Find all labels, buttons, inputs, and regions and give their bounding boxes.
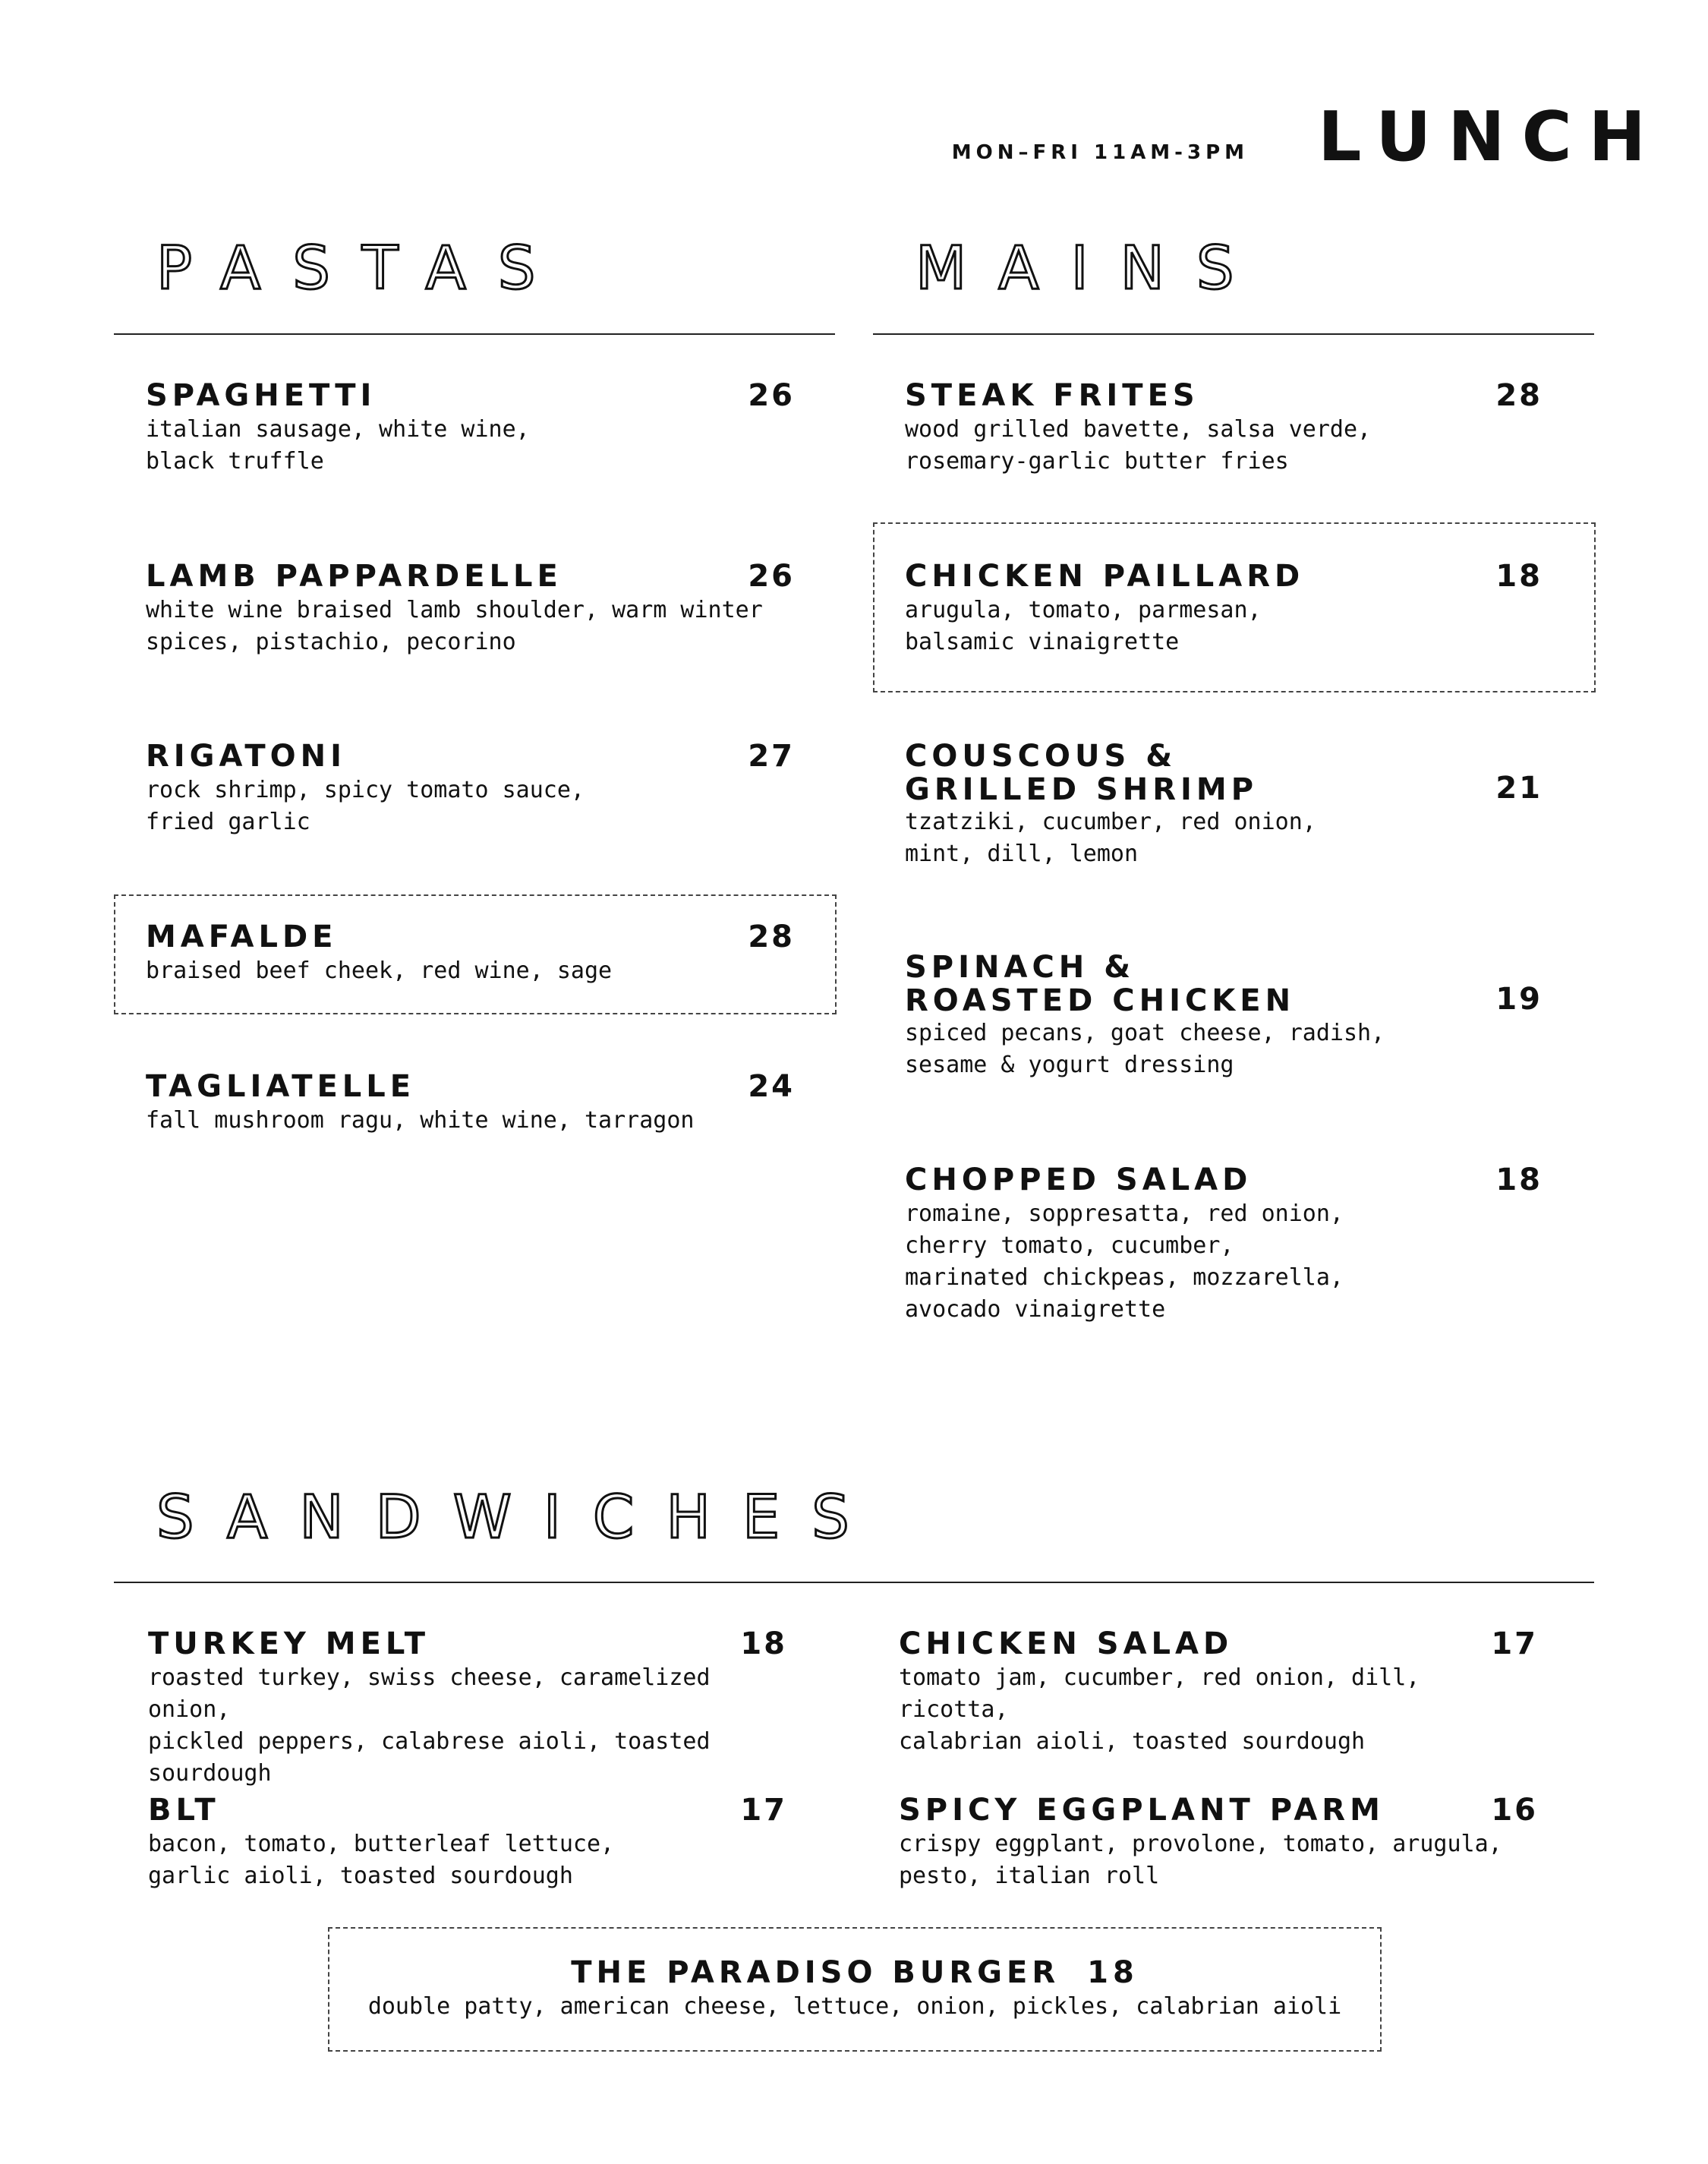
item-description: roasted turkey, swiss cheese, caramelized onion, pickled peppers, calabrese aioli, toasted sourdough: [148, 1664, 711, 1787]
burger-heading: [329, 1956, 1380, 1989]
menu-item-lamb-pappardelle: [146, 560, 795, 658]
mains-heading: MAINS: [915, 235, 1266, 303]
item-price: 18: [1495, 559, 1543, 594]
item-description: romaine, soppresatta, red onion, cherry tomato, cucumber, marinated chickpeas, mozzarella, avocado vinaigrette: [905, 1200, 1344, 1323]
item-price: 18: [1495, 1162, 1543, 1197]
menu-item-tagliatelle: [146, 1070, 795, 1138]
item-name: SPINACH & ROASTED CHICKEN: [905, 950, 1296, 1018]
item-name: CHICKEN PAILLARD: [905, 559, 1305, 594]
burger-description: double patty, american cheese, lettuce, onion, pickles, calabrian aioli: [367, 1993, 1342, 2020]
menu-item-spinach-roasted-chicken: [905, 951, 1543, 1087]
item-description: braised beef cheek, red wine, sage: [146, 957, 613, 984]
menu-item-spicy-eggplant-parm: [899, 1793, 1538, 1892]
menu-item-turkey-melt: [148, 1626, 787, 1787]
item-description: fall mushroom ragu, white wine, tarragon: [146, 1107, 695, 1134]
burger-price: 18: [1087, 1955, 1139, 1990]
pastas-divider: [114, 333, 835, 335]
menu-item-rigatoni: [146, 740, 795, 838]
item-name: CHICKEN SALAD: [899, 1626, 1234, 1661]
item-name: MAFALDE: [146, 920, 338, 954]
item-name: RIGATONI: [146, 739, 347, 774]
menu-title: LUNCH: [1318, 97, 1662, 177]
menu-item-couscous-grilled-shrimp: [905, 740, 1543, 876]
item-name: TURKEY MELT: [148, 1626, 430, 1661]
item-price: 18: [740, 1626, 787, 1661]
item-name: STEAK FRITES: [905, 378, 1199, 413]
featured-burger-box: [328, 1927, 1382, 2052]
sandwiches-divider: [114, 1582, 1594, 1583]
item-description: rock shrimp, spicy tomato sauce, fried garlic: [146, 777, 585, 835]
item-price: 28: [1495, 378, 1543, 413]
item-name: TAGLIATELLE: [146, 1069, 416, 1104]
item-price: 21: [1495, 771, 1543, 806]
item-description: white wine braised lamb shoulder, warm winter spices, pistachio, pecorino: [146, 597, 763, 655]
menu-item-blt: [148, 1793, 787, 1892]
service-hours: MON–FRI 11AM-3PM: [951, 141, 1249, 164]
item-name: CHOPPED SALAD: [905, 1162, 1253, 1197]
item-price: 28: [748, 920, 795, 954]
item-description: italian sausage, white wine, black truffle: [146, 416, 530, 475]
burger-name: THE PARADISO BURGER: [571, 1955, 1060, 1990]
menu-item-spaghetti: [146, 379, 795, 478]
item-price: 24: [748, 1069, 795, 1104]
item-name: BLT: [148, 1793, 220, 1828]
item-price: 26: [748, 559, 795, 594]
item-description: crispy eggplant, provolone, tomato, arugula, pesto, italian roll: [899, 1831, 1502, 1889]
menu-item-chicken-salad: [899, 1626, 1538, 1755]
menu-item-mafalde: [146, 920, 795, 989]
item-description: arugula, tomato, parmesan, balsamic vinaigrette: [905, 597, 1262, 655]
item-name: SPAGHETTI: [146, 378, 377, 413]
item-name: SPICY EGGPLANT PARM: [899, 1793, 1385, 1828]
item-price: 27: [748, 739, 795, 774]
sandwiches-heading: SANDWICHES: [156, 1484, 881, 1552]
item-price: 17: [740, 1793, 787, 1828]
item-description: wood grilled bavette, salsa verde, rosemary-garlic butter fries: [905, 416, 1372, 475]
item-description: tomato jam, cucumber, red onion, dill, ricotta, calabrian aioli, toasted sourdough: [899, 1664, 1420, 1755]
menu-item-steak-frites: [905, 379, 1543, 478]
item-price: 16: [1491, 1793, 1538, 1828]
pastas-heading: PASTAS: [156, 235, 568, 303]
item-name: COUSCOUS & GRILLED SHRIMP: [905, 739, 1259, 807]
menu-item-chicken-paillard: [905, 560, 1543, 658]
item-price: 17: [1491, 1626, 1538, 1661]
item-price: 26: [748, 378, 795, 413]
item-name: LAMB PAPPARDELLE: [146, 559, 563, 594]
menu-item-chopped-salad: [905, 1163, 1543, 1330]
item-price: 19: [1495, 982, 1543, 1017]
item-description: spiced pecans, goat cheese, radish, sesame & yogurt dressing: [905, 1020, 1385, 1078]
mains-divider: [873, 333, 1594, 335]
item-description: tzatziki, cucumber, red onion, mint, dill, lemon: [905, 809, 1316, 867]
item-description: bacon, tomato, butterleaf lettuce, garlic aioli, toasted sourdough: [148, 1831, 615, 1889]
